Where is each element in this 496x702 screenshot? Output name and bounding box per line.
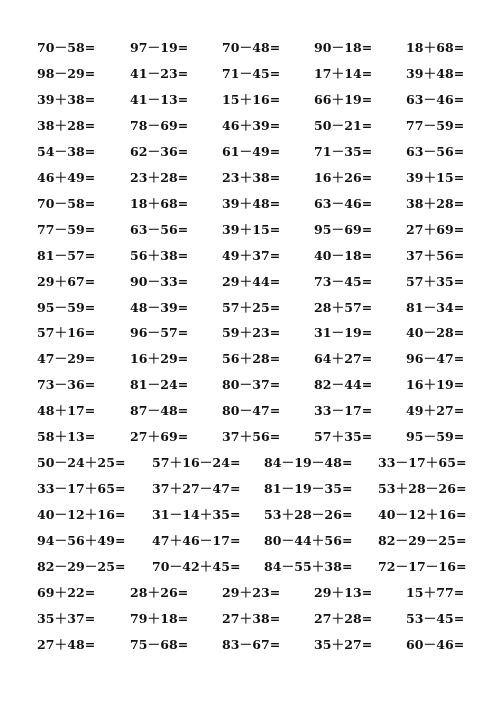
- math-problem: 57＋16=: [37, 325, 96, 341]
- math-problem: 27＋48=: [37, 636, 96, 652]
- math-problem: 29＋67=: [37, 273, 96, 289]
- math-problem: 46＋39=: [222, 117, 281, 133]
- math-problem: 50－21=: [314, 117, 373, 133]
- math-problem: 87－48=: [130, 403, 189, 419]
- math-problem: 63－56=: [130, 221, 189, 237]
- problem-row: [0, 609, 496, 629]
- math-problem: 63－56=: [406, 143, 465, 159]
- math-problem: 37＋56=: [406, 247, 465, 263]
- math-problem: 80－44＋56=: [264, 533, 353, 549]
- problem-row: [0, 505, 496, 525]
- math-problem: 18＋68=: [130, 195, 189, 211]
- math-problem: 73－36=: [37, 377, 96, 393]
- problem-row: [0, 635, 496, 655]
- math-problem: 31－19=: [314, 325, 373, 341]
- problem-row: [0, 142, 496, 162]
- math-problem: 17＋14=: [314, 65, 373, 81]
- problem-row: [0, 583, 496, 603]
- math-problem: 53－45=: [406, 610, 465, 626]
- math-problem: 70－58=: [37, 40, 96, 55]
- math-problem: 71－35=: [314, 143, 373, 159]
- math-problem: 98－29=: [37, 65, 96, 81]
- math-problem: 29＋13=: [314, 584, 373, 600]
- math-problem: 63－46=: [314, 195, 373, 211]
- math-problem: 84－19－48=: [264, 455, 353, 471]
- problem-row: [0, 375, 496, 395]
- problem-row: [0, 557, 496, 577]
- math-problem: 66＋19=: [314, 91, 373, 107]
- math-problem: 71－45=: [222, 65, 281, 81]
- math-problem: 70－42＋45=: [152, 559, 241, 574]
- math-problem: 41－23=: [130, 65, 189, 81]
- math-problem: 81－34=: [406, 299, 465, 315]
- math-problem: 82－29－25=: [37, 559, 126, 574]
- math-problem: 75－68=: [130, 636, 189, 652]
- problem-row: [0, 246, 496, 266]
- math-problem: 46＋49=: [37, 169, 96, 185]
- math-problem: 27＋38=: [222, 610, 281, 626]
- math-problem: 28＋26=: [130, 584, 189, 600]
- problem-row: [0, 90, 496, 110]
- problem-row: [0, 298, 496, 318]
- math-problem: 16＋29=: [130, 351, 189, 367]
- math-problem: 57＋25=: [222, 299, 281, 315]
- math-problem: 31－14＋35=: [152, 507, 241, 523]
- problem-row: [0, 323, 496, 343]
- math-problem: 53＋28－26=: [264, 507, 353, 523]
- math-problem: 38＋28=: [37, 117, 96, 133]
- math-problem: 35＋37=: [37, 610, 96, 626]
- math-problem: 57＋35=: [314, 429, 373, 445]
- math-problem: 47＋46－17=: [152, 533, 241, 549]
- math-problem: 90－18=: [314, 40, 373, 55]
- math-problem: 77－59=: [406, 117, 465, 133]
- math-problem: 41－13=: [130, 91, 189, 107]
- math-problem: 18＋68=: [406, 40, 465, 55]
- math-problem: 48－39=: [130, 299, 189, 315]
- problem-row: [0, 531, 496, 551]
- math-problem: 54－38=: [37, 143, 96, 159]
- problem-row: [0, 453, 496, 473]
- math-problem: 39＋15=: [222, 221, 281, 237]
- math-problem: 37＋56=: [222, 429, 281, 445]
- math-problem: 81－24=: [130, 377, 189, 393]
- math-problem: 49＋37=: [222, 247, 281, 263]
- problem-row: [0, 64, 496, 84]
- math-problem: 47－29=: [37, 351, 96, 367]
- math-problem: 70－58=: [37, 195, 96, 211]
- math-problem: 29＋23=: [222, 584, 281, 600]
- problem-row: [0, 168, 496, 188]
- math-problem: 95－59=: [406, 429, 465, 445]
- math-problem: 64＋27=: [314, 351, 373, 367]
- math-problem: 57＋35=: [406, 273, 465, 289]
- math-problem: 27＋69=: [406, 221, 465, 237]
- math-problem: 15＋16=: [222, 91, 281, 107]
- problem-row: [0, 401, 496, 421]
- math-problem: 73－45=: [314, 273, 373, 289]
- math-problem: 33－17＋65=: [378, 455, 467, 471]
- math-problem: 84－55＋38=: [264, 559, 353, 574]
- math-problem: 95－69=: [314, 221, 373, 237]
- math-problem: 38＋28=: [406, 195, 465, 211]
- math-problem: 79＋18=: [130, 610, 189, 626]
- math-problem: 59＋23=: [222, 325, 281, 341]
- math-problem: 96－57=: [130, 325, 189, 341]
- math-problem: 37＋27－47=: [152, 481, 241, 497]
- math-problem: 81－57=: [37, 247, 96, 263]
- math-problem: 33－17＋65=: [37, 481, 126, 497]
- math-problem: 16＋26=: [314, 169, 373, 185]
- math-problem: 40－18=: [314, 247, 373, 263]
- math-problem: 39＋48=: [406, 65, 465, 81]
- math-problem: 39＋48=: [222, 195, 281, 211]
- math-problem: 40－12＋16=: [378, 507, 467, 523]
- problem-row: [0, 349, 496, 369]
- math-problem: 29＋44=: [222, 273, 281, 289]
- math-problem: 27＋28=: [314, 610, 373, 626]
- math-problem: 96－47=: [406, 351, 465, 367]
- math-problem: 33－17=: [314, 403, 373, 419]
- math-problem: 58＋13=: [37, 429, 96, 445]
- problem-row: [0, 479, 496, 499]
- math-problem: 72－17－16=: [378, 559, 467, 574]
- math-problem: 23＋28=: [130, 169, 189, 185]
- math-problem: 81－19－35=: [264, 481, 353, 497]
- math-problem: 78－69=: [130, 117, 189, 133]
- math-problem: 57＋16－24=: [152, 455, 241, 471]
- math-problem: 80－47=: [222, 403, 281, 419]
- math-problem: 97－19=: [130, 40, 189, 55]
- math-problem: 15＋77=: [406, 584, 465, 600]
- math-problem: 39＋15=: [406, 169, 465, 185]
- problem-row: [0, 38, 496, 58]
- math-problem: 90－33=: [130, 273, 189, 289]
- math-problem: 80－37=: [222, 377, 281, 393]
- math-problem: 39＋38=: [37, 91, 96, 107]
- math-problem: 70－48=: [222, 40, 281, 55]
- math-problem: 27＋69=: [130, 429, 189, 445]
- math-problem: 83－67=: [222, 636, 281, 652]
- math-problem: 23＋38=: [222, 169, 281, 185]
- math-problem: 61－49=: [222, 143, 281, 159]
- math-problem: 28＋57=: [314, 299, 373, 315]
- math-problem: 82－29－25=: [378, 533, 467, 549]
- math-problem: 40－28=: [406, 325, 465, 341]
- math-problem: 62－36=: [130, 143, 189, 159]
- math-problem: 53＋28－26=: [378, 481, 467, 497]
- math-problem: 40－12＋16=: [37, 507, 126, 523]
- math-problem: 63－46=: [406, 91, 465, 107]
- math-problem: 77－59=: [37, 221, 96, 237]
- math-problem: 60－46=: [406, 636, 465, 652]
- problem-row: [0, 427, 496, 447]
- math-problem: 35＋27=: [314, 636, 373, 652]
- math-problem: 56＋28=: [222, 351, 281, 367]
- math-problem: 95－59=: [37, 299, 96, 315]
- problem-row: [0, 116, 496, 136]
- math-problem: 82－44=: [314, 377, 373, 393]
- problem-row: [0, 194, 496, 214]
- math-problem: 49＋27=: [406, 403, 465, 419]
- math-problem: 69＋22=: [37, 584, 96, 600]
- math-problem: 50－24＋25=: [37, 455, 126, 471]
- math-problem: 94－56＋49=: [37, 533, 126, 549]
- problem-row: [0, 272, 496, 292]
- problem-row: [0, 220, 496, 240]
- math-problem: 16＋19=: [406, 377, 465, 393]
- math-problem: 48＋17=: [37, 403, 96, 419]
- math-problem: 56＋38=: [130, 247, 189, 263]
